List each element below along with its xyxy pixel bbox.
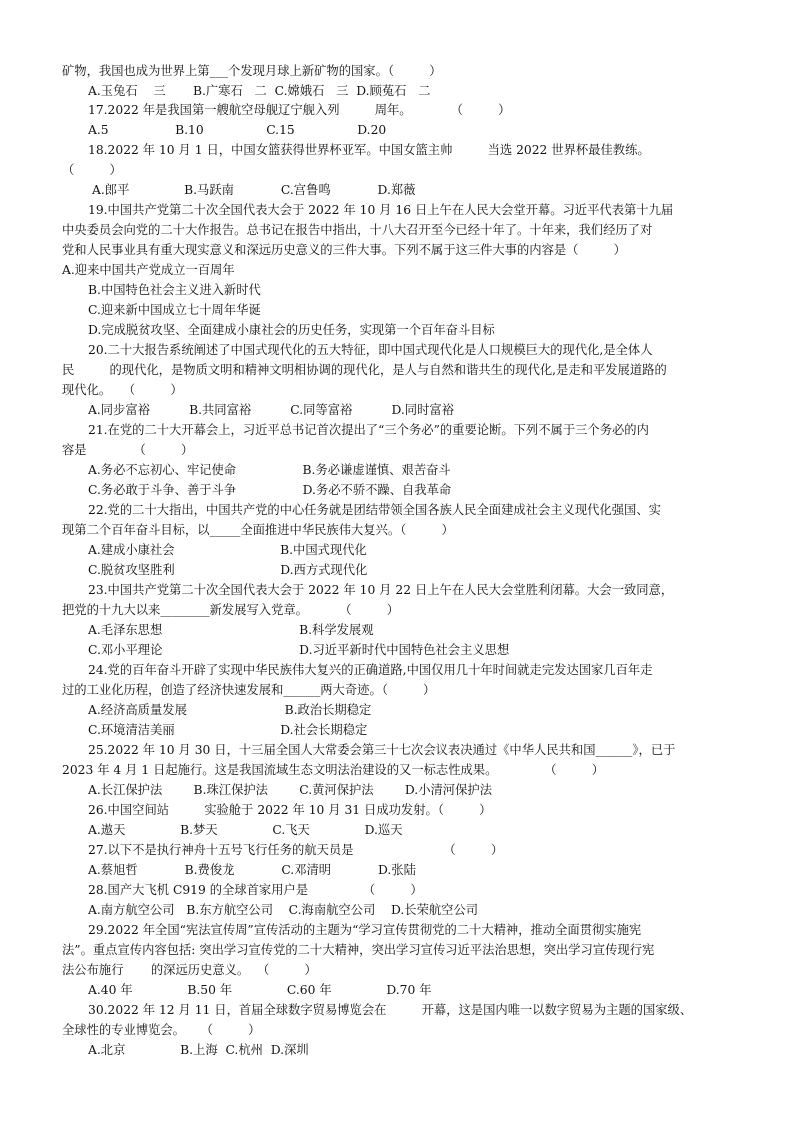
line-text: A.务必不忘初心、牢记使命 B.务必谦虚谨慎、艰苦奋斗 xyxy=(88,463,451,477)
line-text: 党和人民事业具有重大现实意义和深远历史意义的三件大事。下列不属于这三件大事的内容是（ ） xyxy=(62,243,626,257)
line-text: C.邓小平理论 D.习近平新时代中国特色社会主义思想 xyxy=(88,643,510,657)
text-line xyxy=(62,381,183,399)
line-text: 现第二个百年奋斗目标，以 xyxy=(62,523,210,537)
text-line xyxy=(88,481,451,499)
text-line xyxy=(88,881,423,899)
text-line xyxy=(88,301,261,319)
line-text: 矿物，我国也成为世界上第 xyxy=(62,64,210,78)
text-line xyxy=(88,1001,692,1019)
text-line xyxy=(88,1041,309,1059)
line-text: A.迎来中国共产党成立一百周年 xyxy=(62,263,235,277)
text-line xyxy=(88,121,386,139)
line-text: A.经济高质量发展 B.政治长期稳定 xyxy=(88,703,372,717)
text-line xyxy=(88,341,653,359)
text-line xyxy=(88,981,432,999)
text-line xyxy=(88,901,478,919)
text-line xyxy=(62,221,652,239)
text-line xyxy=(88,661,653,679)
text-line xyxy=(88,801,491,819)
text-line xyxy=(88,541,367,559)
line-text: A.长江保护法 B.珠江保护法 C.黄河保护法 D.小清河保护法 xyxy=(88,783,492,797)
text-line xyxy=(62,521,454,539)
text-line xyxy=(62,681,435,699)
text-line xyxy=(62,961,317,979)
text-line xyxy=(88,581,673,599)
line-text: A.北京 B.上海 C.杭州 D.深圳 xyxy=(88,1043,309,1057)
text-line xyxy=(88,701,371,719)
text-line xyxy=(62,361,667,379)
line-text: 全球性的专业博览会。 （ ） xyxy=(62,1023,261,1037)
text-line xyxy=(62,761,604,779)
answer-blank: ___ xyxy=(209,64,229,78)
line-text: C.迎来新中国成立七十周年华诞 xyxy=(88,303,261,317)
line-text: 中央委员会向党的二十大作报告。总书记在报告中指出，十八大召开至今已经十年了。十年来，我们经历了对 xyxy=(62,223,653,237)
line-text: D.完成脱贫攻坚、全面建成小康社会的历史任务，实现第一个百年奋斗目标 xyxy=(88,323,495,337)
line-text-continued: 个发现月球上新矿物的国家。（ ） xyxy=(228,64,442,78)
line-text: 19.中国共产党第二十次全国代表大会于 2022 年 10 月 16 日上午在人民大会堂开幕。习近平代表第十九届 xyxy=(88,203,674,217)
line-text-continued: 两大奇迹。（ ） xyxy=(320,683,436,697)
line-text: A.玉兔石 三 B.广寒石 二 C.嫦娥石 三 D.顾菟石 二 xyxy=(88,84,431,98)
line-text: A.郎平 B.马跃南 C.宫鲁鸣 D.郑薇 xyxy=(92,183,416,197)
text-line xyxy=(88,321,495,339)
text-line xyxy=(88,561,367,579)
line-text: B.中国特色社会主义进入新时代 xyxy=(88,283,261,297)
text-line xyxy=(88,741,675,759)
line-text: 容是 （ ） xyxy=(62,443,194,457)
text-line xyxy=(88,921,641,939)
line-text: 28.国产大飞机 C919 的全球首家用户是 （ ） xyxy=(88,883,423,897)
text-line xyxy=(88,101,510,119)
text-line xyxy=(88,82,431,100)
line-text: 把党的十九大以来 xyxy=(62,603,161,617)
line-text: 26.中国空间站 实验舱于 2022 年 10 月 31 日成功发射。（ ） xyxy=(88,803,492,817)
line-text: 24.党的百年奋斗开辟了实现中华民族伟大复兴的正确道路,中国仅用几十年时间就走完发达国家几百年走 xyxy=(88,663,653,677)
answer-blank: ______ xyxy=(283,683,321,697)
text-line xyxy=(88,721,367,739)
text-line xyxy=(88,201,673,219)
line-text: （ ） xyxy=(62,163,122,177)
line-text: 27.以下不是执行神舟十五号飞行任务的航天员是 （ ） xyxy=(88,843,504,857)
line-text: A.遨天 B.梦天 C.飞天 D.巡天 xyxy=(88,823,403,837)
text-line xyxy=(88,641,509,659)
line-text: 20.二十大报告系统阐述了中国式现代化的五大特征，即中国式现代化是人口规模巨大的现代化,是全体人 xyxy=(88,343,653,357)
text-line xyxy=(88,421,649,439)
text-line xyxy=(62,261,235,279)
text-line xyxy=(92,181,415,199)
line-text: 法公布施行 的深远历史意义。 （ ） xyxy=(62,963,317,977)
line-text-continued: 全面推进中华民族伟大复兴。（ ） xyxy=(240,523,454,537)
text-line xyxy=(62,1021,260,1039)
answer-blank: ______ xyxy=(595,743,633,757)
text-line xyxy=(88,501,661,519)
line-text: 23.中国共产党第二十次全国代表大会于 2022 年 10 月 22 日上午在人民大会堂胜利闭幕。大会一致同意， xyxy=(88,583,674,597)
line-text: 现代化。 （ ） xyxy=(62,383,183,397)
text-line xyxy=(88,861,416,879)
text-line xyxy=(88,141,650,159)
text-line xyxy=(88,401,454,419)
text-line xyxy=(88,821,403,839)
line-text: 民 的现代化，是物质文明和精神文明相协调的现代化，是人与自然和谐共生的现代化,是走和平发展道路的 xyxy=(62,363,667,377)
text-line xyxy=(62,941,654,959)
text-line xyxy=(62,441,193,459)
line-text: 法”。重点宣传内容包括: 突出学习宣传党的二十大精神，突出学习宣传习近平法治思想，突出学习宣传现行宪 xyxy=(62,943,655,957)
answer-blank: ________ xyxy=(160,603,210,617)
line-text: A.南方航空公司 B.东方航空公司 C.海南航空公司 D.长荣航空公司 xyxy=(88,903,479,917)
line-text-continued: 新发展写入党章。 （ ） xyxy=(209,603,399,617)
line-text: A.建成小康社会 B.中国式现代化 xyxy=(88,543,367,557)
line-text: 过的工业化历程，创造了经济快速发展和 xyxy=(62,683,284,697)
text-line xyxy=(88,841,503,859)
line-text: 29.2022 年全国“宪法宣传周”宣传活动的主题为“学习宣传贯彻党的二十大精神，推动全面贯彻实施宪 xyxy=(88,923,642,937)
text-line xyxy=(88,461,451,479)
text-line xyxy=(62,241,626,259)
line-text: A.同步富裕 B.共同富裕 C.同等富裕 D.同时富裕 xyxy=(88,403,454,417)
text-line xyxy=(62,161,122,179)
line-text: 30.2022 年 12 月 11 日，首届全球数字贸易博览会在 开幕，这是国内唯一以数字贸易为主题的国家级、 xyxy=(88,1003,693,1017)
line-text: 22.党的二十大指出，中国共产党的中心任务就是团结带领全国各族人民全面建成社会主义现代化强国、实 xyxy=(88,503,661,517)
text-line xyxy=(88,621,374,639)
line-text: 25.2022 年 10 月 30 日，十三届全国人大常委会第三十七次会议表决通过《中华人民共和国 xyxy=(88,743,596,757)
line-text: A.毛泽东思想 B.科学发展观 xyxy=(88,623,374,637)
answer-blank: _____ xyxy=(209,523,241,537)
text-line xyxy=(88,781,492,799)
text-line xyxy=(62,62,442,80)
line-text: 21.在党的二十大开幕会上，习近平总书记首次提出了“三个务必”的重要论断。下列不属于三个务必的内 xyxy=(88,423,649,437)
line-text: A.蔡旭哲 B.费俊龙 C.邓清明 D.张陆 xyxy=(88,863,416,877)
text-line xyxy=(88,281,261,299)
line-text: 17.2022 年是我国第一艘航空母舰辽宁舰入列 周年。 （ ） xyxy=(88,103,511,117)
line-text: C.环境清洁美丽 D.社会长期稳定 xyxy=(88,723,368,737)
line-text: A.5 B.10 C.15 D.20 xyxy=(88,123,387,137)
text-line xyxy=(62,601,399,619)
line-text: C.脱贫攻坚胜利 D.西方式现代化 xyxy=(88,563,368,577)
line-text: 2023 年 4 月 1 日起施行。这是我国流域生态文明法治建设的又一标志性成果。 （ ） xyxy=(62,763,605,777)
line-text: C.务必敢于斗争、善于斗争 D.务必不骄不躁、自我革命 xyxy=(88,483,452,497)
line-text: 18.2022 年 10 月 1 日，中国女篮获得世界杯亚军。中国女篮主帅 当选 2022 世界杯最佳教练。 xyxy=(88,143,650,157)
line-text: A.40 年 B.50 年 C.60 年 D.70 年 xyxy=(88,983,432,997)
line-text-continued: 》，已于 xyxy=(632,743,676,757)
